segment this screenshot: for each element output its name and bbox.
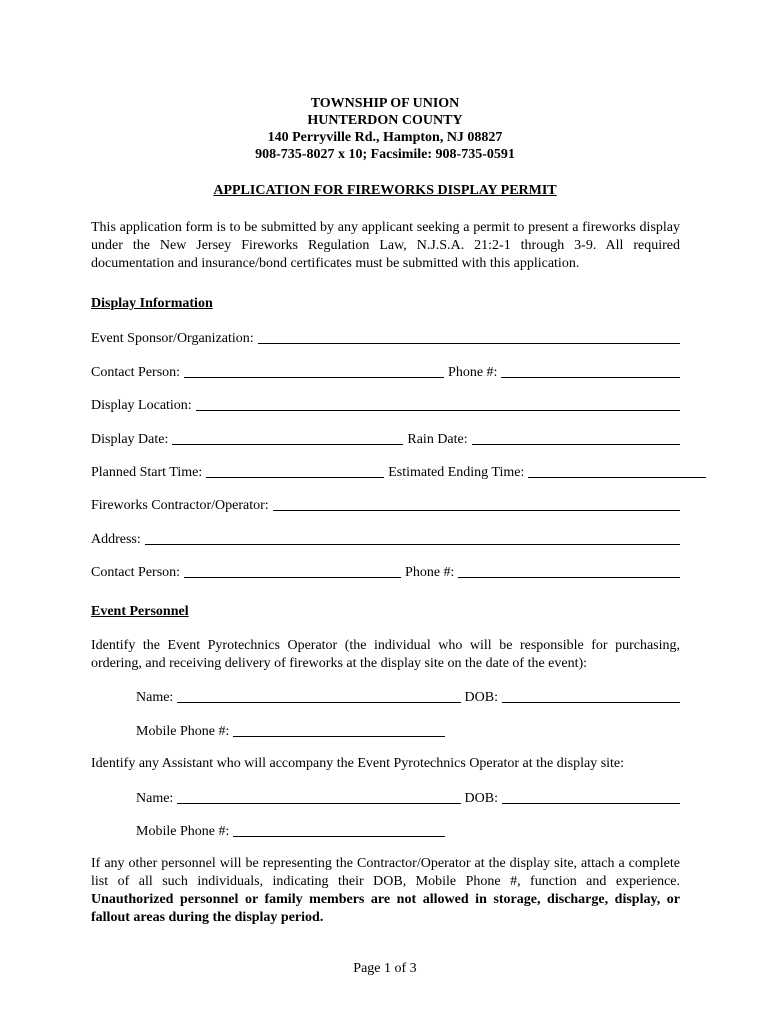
assistant-name-row: [136, 787, 680, 807]
sponsor-row: [91, 327, 680, 347]
unauthorized-warning: Unauthorized personnel or family members are not allowed in storage, discharge, display, or fallout areas during the display period.: [91, 892, 680, 925]
contractor-contact-row: [91, 561, 680, 581]
other-personnel-text: If any other personnel will be representing the Contractor/Operator at the display site, attach a complete list of all such individuals, indicating their DOB, Mobile Phone #, function and experience.: [91, 856, 680, 889]
contractor-label: Fireworks Contractor/Operator:: [91, 498, 269, 513]
personnel-heading: Event Personnel: [91, 604, 189, 619]
display-date-field[interactable]: [172, 444, 403, 445]
operator-dob-field[interactable]: [502, 702, 680, 703]
date-row: [91, 428, 680, 448]
other-personnel-paragraph: [91, 855, 680, 927]
header-county: HUNTERDON COUNTY: [307, 113, 463, 128]
contractor-row: [91, 494, 680, 514]
form-title: APPLICATION FOR FIREWORKS DISPLAY PERMIT: [213, 183, 557, 198]
rain-date-label: Rain Date:: [407, 432, 468, 447]
time-row: [91, 461, 680, 481]
contractor-phone-label: Phone #:: [405, 565, 455, 580]
operator-intro: Identify the Event Pyrotechnics Operator (the individual who will be responsible for purchasing, ordering, and receiving delivery of fireworks at the display site on the date of the event):: [91, 638, 680, 671]
phone-label: Phone #:: [448, 365, 498, 380]
contractor-field[interactable]: [273, 510, 680, 511]
assistant-dob-field[interactable]: [502, 803, 680, 804]
contact-row: [91, 361, 680, 381]
sponsor-label: Event Sponsor/Organization:: [91, 331, 254, 346]
location-label: Display Location:: [91, 398, 192, 413]
assistant-dob-label: DOB:: [464, 791, 498, 806]
display-info-heading: Display Information: [91, 296, 213, 311]
assistant-mobile-field[interactable]: [233, 836, 445, 837]
header-address: 140 Perryville Rd., Hampton, NJ 08827: [267, 130, 503, 145]
assistant-name-label: Name:: [136, 791, 174, 806]
intro-paragraph: This application form is to be submitted by any applicant seeking a permit to present a fireworks display under the New Jersey Fireworks Regulation Law, N.J.S.A. 21:2-1 through 3-9. All required documentation and insurance/bond certificates must be submitted with this application.: [91, 220, 680, 271]
rain-date-field[interactable]: [472, 444, 680, 445]
contractor-phone-field[interactable]: [458, 577, 680, 578]
address-row: [91, 528, 680, 548]
location-field[interactable]: [196, 410, 680, 411]
start-time-label: Planned Start Time:: [91, 465, 203, 480]
operator-dob-label: DOB:: [464, 690, 498, 705]
address-label: Address:: [91, 532, 141, 547]
operator-mobile-row: [136, 720, 680, 740]
location-row: [91, 394, 680, 414]
contractor-contact-field[interactable]: [184, 577, 401, 578]
operator-name-label: Name:: [136, 690, 174, 705]
start-time-field[interactable]: [206, 477, 384, 478]
assistant-mobile-label: Mobile Phone #:: [136, 824, 230, 839]
operator-mobile-field[interactable]: [233, 736, 445, 737]
address-field[interactable]: [145, 544, 680, 545]
operator-mobile-label: Mobile Phone #:: [136, 724, 230, 739]
operator-name-field[interactable]: [177, 702, 460, 703]
assistant-name-field[interactable]: [177, 803, 460, 804]
contact-label: Contact Person:: [91, 365, 181, 380]
assistant-mobile-row: [136, 820, 680, 840]
header-township: TOWNSHIP OF UNION: [310, 96, 460, 111]
assistant-intro: Identify any Assistant who will accompany the Event Pyrotechnics Operator at the display site:: [91, 756, 625, 771]
sponsor-field[interactable]: [258, 343, 680, 344]
end-time-field[interactable]: [528, 477, 706, 478]
date-label: Display Date:: [91, 432, 169, 447]
header-phone: 908-735-8027 x 10; Facsimile: 908-735-0591: [255, 147, 515, 162]
page-number: Page 1 of 3: [353, 961, 417, 976]
contractor-contact-label: Contact Person:: [91, 565, 181, 580]
operator-name-row: [136, 686, 680, 706]
phone-field[interactable]: [501, 377, 680, 378]
end-time-label: Estimated Ending Time:: [388, 465, 525, 480]
contact-field[interactable]: [184, 377, 444, 378]
